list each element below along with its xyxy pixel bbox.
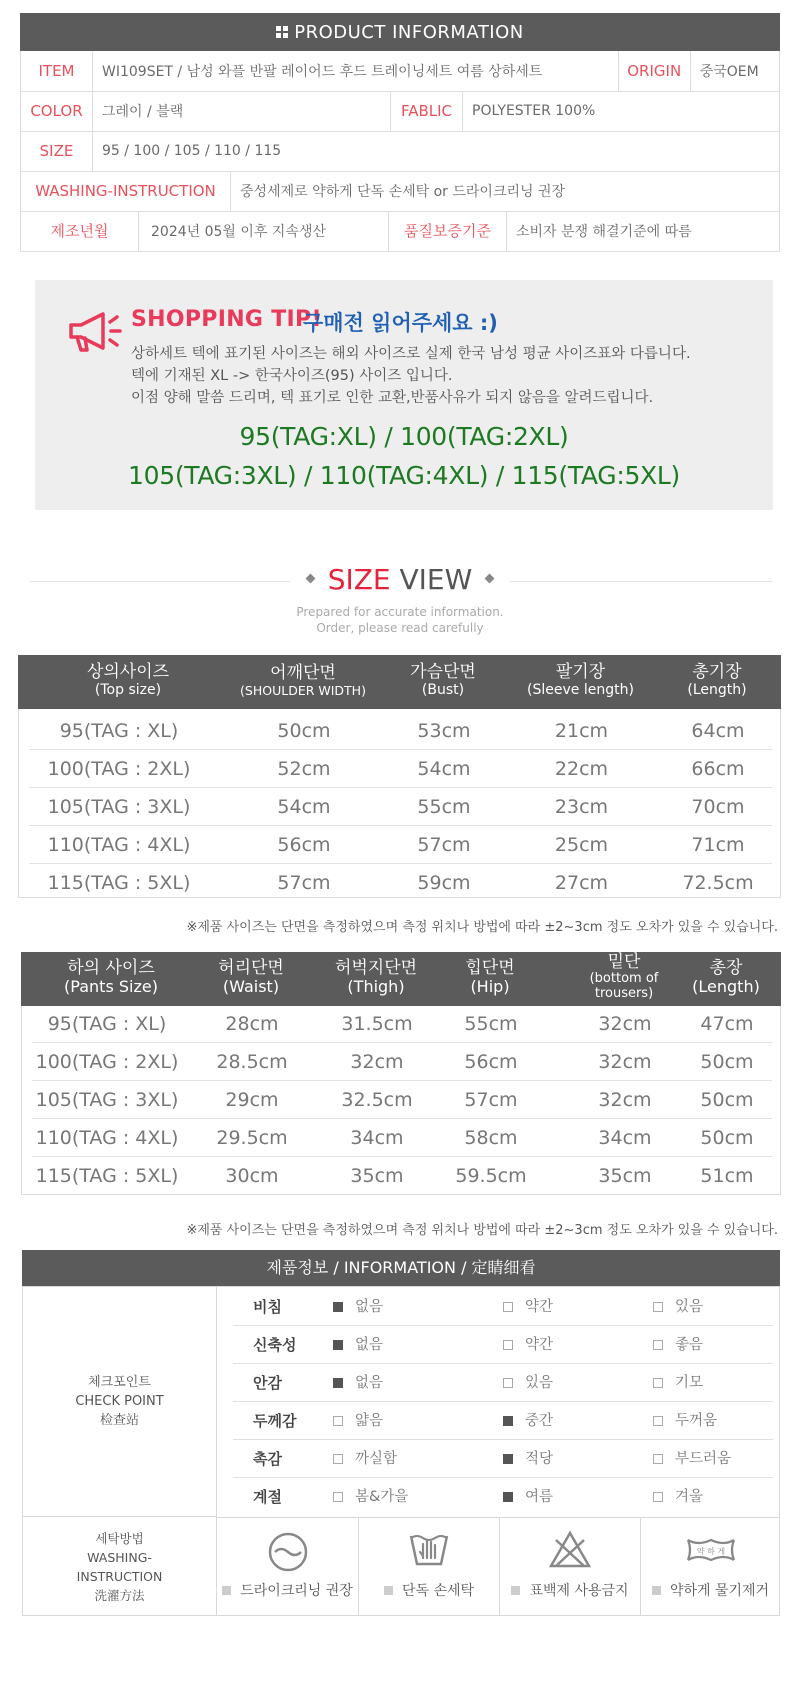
hand-wash-label: 단독 손세탁 bbox=[401, 1583, 475, 1599]
checkpoint-option-label: 있음 bbox=[525, 1375, 554, 1391]
checkpoint-option bbox=[333, 1478, 408, 1516]
product-info-table-2 bbox=[20, 91, 780, 132]
checkpoint-option bbox=[653, 1364, 703, 1402]
color-row bbox=[21, 91, 780, 131]
measure-cell: 51cm bbox=[700, 1165, 754, 1187]
checkpoint-option-label: 적당 bbox=[525, 1451, 554, 1467]
product-info-title: PRODUCT INFORMATION bbox=[294, 21, 524, 43]
measure-cell: 28.5cm bbox=[216, 1051, 288, 1073]
checkpoint-option bbox=[503, 1402, 553, 1440]
info-table bbox=[22, 1286, 780, 1616]
pants-col-length: 총장 (Length) bbox=[692, 958, 760, 997]
svg-text:약 하 게: 약 하 게 bbox=[696, 1547, 725, 1556]
tag-mapping-line-2: 105(TAG:3XL) / 110(TAG:4XL) / 115(TAG:5XL) bbox=[128, 461, 680, 490]
unchecked-box-icon bbox=[333, 1416, 343, 1426]
size-view-sub-1: Prepared for accurate information. bbox=[296, 605, 504, 619]
fabric-label: FABLIC bbox=[391, 91, 463, 131]
checkpoint-option-label: 부드러움 bbox=[675, 1451, 732, 1467]
measure-cell: 29cm bbox=[225, 1089, 279, 1111]
checkpoint-option bbox=[503, 1478, 553, 1516]
checkpoint-option bbox=[333, 1440, 397, 1478]
table-row bbox=[29, 712, 772, 750]
measure-cell: 32cm bbox=[598, 1051, 652, 1073]
product-info-table-4 bbox=[20, 171, 780, 212]
checkpoint-row bbox=[233, 1440, 773, 1478]
measure-cell: 34cm bbox=[598, 1127, 652, 1149]
wash-item-hand-wash bbox=[358, 1518, 499, 1616]
measure-cell: 31.5cm bbox=[341, 1013, 413, 1035]
info-table-header: 제품정보 / INFORMATION / 定睛细看 bbox=[22, 1250, 780, 1286]
unchecked-box-icon bbox=[653, 1302, 663, 1312]
checkpoint-option bbox=[653, 1402, 717, 1440]
unchecked-box-icon bbox=[333, 1454, 343, 1464]
date-value: 2024년 05월 이후 지속생산 bbox=[139, 211, 389, 251]
checkpoint-option-label: 약간 bbox=[525, 1337, 554, 1353]
quality-value: 소비자 분쟁 해결기준에 따름 bbox=[507, 211, 780, 251]
size-note-1: ※제품 사이즈는 단면을 측정하였으며 측정 위치나 방법에 따라 ±2~3cm 정도 오차가 있을 수 있습니다. bbox=[186, 920, 778, 935]
washing-row bbox=[21, 171, 780, 211]
tag-mapping-line-1: 95(TAG:XL) / 100(TAG:2XL) bbox=[239, 422, 569, 451]
tip-line-3: 이점 양해 말씀 드리며, 텍 표기로 인한 교환,반품사유가 되지 않음을 알려드립니다. bbox=[131, 390, 654, 406]
measure-cell: 57cm bbox=[464, 1089, 518, 1111]
size-cell: 105(TAG : 3XL) bbox=[35, 1089, 179, 1111]
check-point-label: 체크포인트 CHECK POINT 检查站 bbox=[23, 1287, 217, 1517]
pants-col-thigh: 허벅지단면 (Thigh) bbox=[334, 958, 418, 997]
measure-cell: 55cm bbox=[417, 796, 471, 818]
product-info-table bbox=[20, 51, 780, 92]
checkpoint-row bbox=[233, 1478, 773, 1516]
size-cell: 115(TAG : 5XL) bbox=[47, 872, 191, 894]
checkpoint-option bbox=[653, 1326, 703, 1364]
checkpoint-option-label: 없음 bbox=[355, 1337, 384, 1353]
size-view-sub-2: Order, please read carefully bbox=[316, 621, 484, 635]
hand-wash-icon bbox=[407, 1530, 451, 1570]
checkpoint-option bbox=[503, 1288, 553, 1326]
checkpoint-row bbox=[233, 1326, 773, 1364]
measure-cell: 55cm bbox=[464, 1013, 518, 1035]
item-label: ITEM bbox=[21, 51, 93, 91]
checked-box-icon bbox=[333, 1378, 343, 1388]
fabric-value: POLYESTER 100% bbox=[463, 91, 780, 131]
table-row bbox=[32, 1005, 772, 1043]
checkpoint-option bbox=[653, 1288, 703, 1326]
washing-icons-row bbox=[217, 1517, 780, 1616]
unchecked-box-icon bbox=[503, 1378, 513, 1388]
wash-item-no-bleach bbox=[499, 1518, 640, 1616]
measure-cell: 70cm bbox=[691, 796, 745, 818]
measure-cell: 28cm bbox=[225, 1013, 279, 1035]
measure-cell: 54cm bbox=[417, 758, 471, 780]
measure-cell: 50cm bbox=[700, 1089, 754, 1111]
origin-label: ORIGIN bbox=[618, 51, 690, 91]
size-view-title-red: SIZE bbox=[327, 563, 391, 596]
grid-dots-icon bbox=[276, 26, 288, 38]
product-info-table-5 bbox=[20, 211, 780, 252]
product-info-header bbox=[20, 13, 780, 51]
measure-cell: 47cm bbox=[700, 1013, 754, 1035]
item-row bbox=[21, 51, 780, 91]
no-bleach-icon bbox=[548, 1530, 592, 1570]
measure-cell: 32cm bbox=[598, 1089, 652, 1111]
checkpoint-option bbox=[333, 1364, 383, 1402]
pants-col-hip: 힙단면 (Hip) bbox=[465, 958, 515, 997]
shopping-tip-box bbox=[35, 280, 773, 510]
washing-value: 중성세제로 약하게 단독 손세탁 or 드라이크리닝 권장 bbox=[231, 171, 780, 211]
measure-cell: 59cm bbox=[417, 872, 471, 894]
checkpoint-option bbox=[503, 1326, 553, 1364]
pants-size-table bbox=[21, 952, 781, 1195]
measure-cell: 72.5cm bbox=[682, 872, 754, 894]
measure-cell: 56cm bbox=[464, 1051, 518, 1073]
checkpoint-option-label: 중간 bbox=[525, 1413, 554, 1429]
top-col-shoulder: 어깨단면 (SHOULDER WIDTH) bbox=[240, 663, 366, 698]
table-row bbox=[29, 788, 772, 826]
megaphone-icon bbox=[65, 308, 125, 354]
table-row bbox=[29, 750, 772, 788]
item-value: WI109SET / 남성 와플 반팔 레이어드 후드 트레이닝세트 여름 상하세트 bbox=[93, 51, 619, 91]
checkpoint-option bbox=[503, 1440, 553, 1478]
size-cell: 110(TAG : 4XL) bbox=[47, 834, 191, 856]
measure-cell: 25cm bbox=[554, 834, 609, 856]
origin-value: 중국OEM bbox=[690, 51, 779, 91]
washing-label: WASHING-INSTRUCTION bbox=[21, 171, 231, 211]
top-col-sleeve: 팔기장 (Sleeve length) bbox=[527, 662, 634, 699]
checkpoint-option-label: 까실함 bbox=[355, 1451, 398, 1467]
measure-cell: 58cm bbox=[464, 1127, 518, 1149]
pants-col-bottom: 밑단 (bottom of trousers) bbox=[589, 951, 659, 1002]
size-cell: 110(TAG : 4XL) bbox=[35, 1127, 179, 1149]
checkpoint-label: 두께감 bbox=[253, 1412, 297, 1430]
checkpoint-option-label: 봄&가을 bbox=[355, 1489, 409, 1505]
size-cell: 95(TAG : XL) bbox=[47, 1013, 167, 1035]
table-row bbox=[32, 1157, 772, 1195]
color-label: COLOR bbox=[21, 91, 93, 131]
unchecked-box-icon bbox=[653, 1378, 663, 1388]
checkpoint-option bbox=[333, 1288, 383, 1326]
dry-clean-icon bbox=[266, 1530, 310, 1574]
measure-cell: 56cm bbox=[277, 834, 331, 856]
measure-cell: 30cm bbox=[225, 1165, 279, 1187]
measure-cell: 59.5cm bbox=[455, 1165, 527, 1187]
checkpoint-option-label: 약간 bbox=[525, 1299, 554, 1315]
checked-box-icon bbox=[503, 1492, 513, 1502]
checkpoint-option-label: 여름 bbox=[525, 1489, 554, 1505]
table-row bbox=[29, 864, 772, 902]
checkpoint-label: 안감 bbox=[253, 1374, 282, 1392]
measure-cell: 50cm bbox=[277, 720, 331, 742]
measure-cell: 32cm bbox=[350, 1051, 404, 1073]
gentle-wring-icon bbox=[684, 1530, 738, 1570]
date-row bbox=[21, 211, 780, 251]
measure-cell: 29.5cm bbox=[216, 1127, 288, 1149]
washing-instruction-label: 세탁방법 WASHING- INSTRUCTION 洗濯方法 bbox=[23, 1517, 217, 1616]
size-value: 95 / 100 / 105 / 110 / 115 bbox=[93, 131, 780, 171]
checkpoint-option-label: 얇음 bbox=[355, 1413, 384, 1429]
size-cell: 100(TAG : 2XL) bbox=[35, 1051, 179, 1073]
unchecked-box-icon bbox=[333, 1492, 343, 1502]
measure-cell: 71cm bbox=[691, 834, 745, 856]
diamond-icon bbox=[305, 573, 315, 583]
checkpoint-option bbox=[653, 1478, 703, 1516]
measure-cell: 35cm bbox=[350, 1165, 404, 1187]
pants-col-size: 하의 사이즈 (Pants Size) bbox=[64, 958, 158, 997]
checkpoint-option bbox=[333, 1402, 383, 1440]
measure-cell: 50cm bbox=[700, 1127, 754, 1149]
size-note-2: ※제품 사이즈는 단면을 측정하였으며 측정 위치나 방법에 따라 ±2~3cm 정도 오차가 있을 수 있습니다. bbox=[186, 1223, 778, 1238]
table-row bbox=[32, 1081, 772, 1119]
table-row bbox=[29, 826, 772, 864]
top-col-bust: 가슴단면 (Bust) bbox=[410, 662, 476, 699]
unchecked-box-icon bbox=[653, 1454, 663, 1464]
size-cell: 95(TAG : XL) bbox=[59, 720, 179, 742]
shopping-tip-title: SHOPPING TIP! bbox=[131, 307, 322, 332]
measure-cell: 64cm bbox=[691, 720, 745, 742]
checkpoint-label: 비침 bbox=[253, 1298, 282, 1316]
measure-cell: 66cm bbox=[691, 758, 745, 780]
diamond-icon bbox=[485, 573, 495, 583]
checkpoint-option-label: 없음 bbox=[355, 1299, 384, 1315]
checked-box-icon bbox=[333, 1302, 343, 1312]
measure-cell: 32.5cm bbox=[341, 1089, 413, 1111]
top-col-length: 총기장 (Length) bbox=[687, 662, 747, 699]
unchecked-box-icon bbox=[653, 1416, 663, 1426]
size-cell: 115(TAG : 5XL) bbox=[35, 1165, 179, 1187]
checkpoint-option-label: 있음 bbox=[675, 1299, 704, 1315]
quality-label: 품질보증기준 bbox=[389, 211, 507, 251]
checkpoint-option-label: 좋음 bbox=[675, 1337, 704, 1353]
measure-cell: 34cm bbox=[350, 1127, 404, 1149]
top-size-table bbox=[18, 655, 781, 898]
checkpoint-label: 계절 bbox=[253, 1488, 282, 1506]
top-col-size: 상의사이즈 (Top size) bbox=[86, 662, 170, 699]
shopping-tip-subtitle: 구매전 읽어주세요 :) bbox=[303, 311, 498, 335]
measure-cell: 22cm bbox=[554, 758, 609, 780]
wash-item-gentle-wring bbox=[640, 1518, 780, 1616]
color-value: 그레이 / 블랙 bbox=[93, 91, 391, 131]
dry-clean-label: 드라이크리닝 권장 bbox=[240, 1583, 353, 1599]
measure-cell: 32cm bbox=[598, 1013, 652, 1035]
size-cell: 100(TAG : 2XL) bbox=[47, 758, 191, 780]
measure-cell: 23cm bbox=[554, 796, 609, 818]
checked-box-icon bbox=[503, 1416, 513, 1426]
measure-cell: 57cm bbox=[277, 872, 331, 894]
checked-box-icon bbox=[503, 1454, 513, 1464]
gentle-wring-label: 약하게 물기제거 bbox=[669, 1583, 770, 1599]
date-label: 제조년월 bbox=[21, 211, 139, 251]
table-row bbox=[32, 1043, 772, 1081]
checkpoint-label: 신축성 bbox=[253, 1336, 297, 1354]
pants-size-table-header bbox=[21, 952, 781, 1006]
measure-cell: 27cm bbox=[554, 872, 609, 894]
checkpoint-option-label: 겨울 bbox=[675, 1489, 704, 1505]
checkpoint-row bbox=[233, 1288, 773, 1326]
product-info-table-3 bbox=[20, 131, 780, 172]
measure-cell: 52cm bbox=[277, 758, 331, 780]
unchecked-box-icon bbox=[503, 1340, 513, 1350]
checked-box-icon bbox=[333, 1340, 343, 1350]
checkpoint-option bbox=[333, 1326, 383, 1364]
size-view-title bbox=[0, 563, 800, 596]
size-cell: 105(TAG : 3XL) bbox=[47, 796, 191, 818]
checkpoint-option-label: 없음 bbox=[355, 1375, 384, 1391]
checkpoint-option bbox=[653, 1440, 731, 1478]
tip-line-2: 텍에 기재된 XL -> 한국사이즈(95) 사이즈 입니다. bbox=[131, 368, 453, 384]
unchecked-box-icon bbox=[653, 1340, 663, 1350]
unchecked-box-icon bbox=[653, 1492, 663, 1502]
size-view-title-rest: VIEW bbox=[399, 563, 473, 596]
measure-cell: 54cm bbox=[277, 796, 331, 818]
unchecked-box-icon bbox=[503, 1302, 513, 1312]
measure-cell: 35cm bbox=[598, 1165, 652, 1187]
pants-col-waist: 허리단면 (Waist) bbox=[218, 958, 284, 997]
no-bleach-label: 표백제 사용금지 bbox=[529, 1583, 629, 1599]
checkpoint-option bbox=[503, 1364, 553, 1402]
size-label: SIZE bbox=[21, 131, 93, 171]
table-row bbox=[32, 1119, 772, 1157]
checkpoint-row bbox=[233, 1402, 773, 1440]
measure-cell: 50cm bbox=[700, 1051, 754, 1073]
tip-line-1: 상하세트 텍에 표기된 사이즈는 해외 사이즈로 실제 한국 남성 평균 사이즈표와 다릅니다. bbox=[131, 346, 691, 362]
measure-cell: 57cm bbox=[417, 834, 471, 856]
top-size-table-header bbox=[18, 655, 781, 709]
size-row bbox=[21, 131, 780, 171]
wash-item-dry-clean bbox=[217, 1518, 358, 1616]
measure-cell: 53cm bbox=[417, 720, 471, 742]
checkpoint-option-label: 두꺼움 bbox=[675, 1413, 718, 1429]
checkpoint-label: 촉감 bbox=[253, 1450, 282, 1468]
measure-cell: 21cm bbox=[554, 720, 609, 742]
checkpoint-option-label: 기모 bbox=[675, 1375, 704, 1391]
checkpoint-row bbox=[233, 1364, 773, 1402]
